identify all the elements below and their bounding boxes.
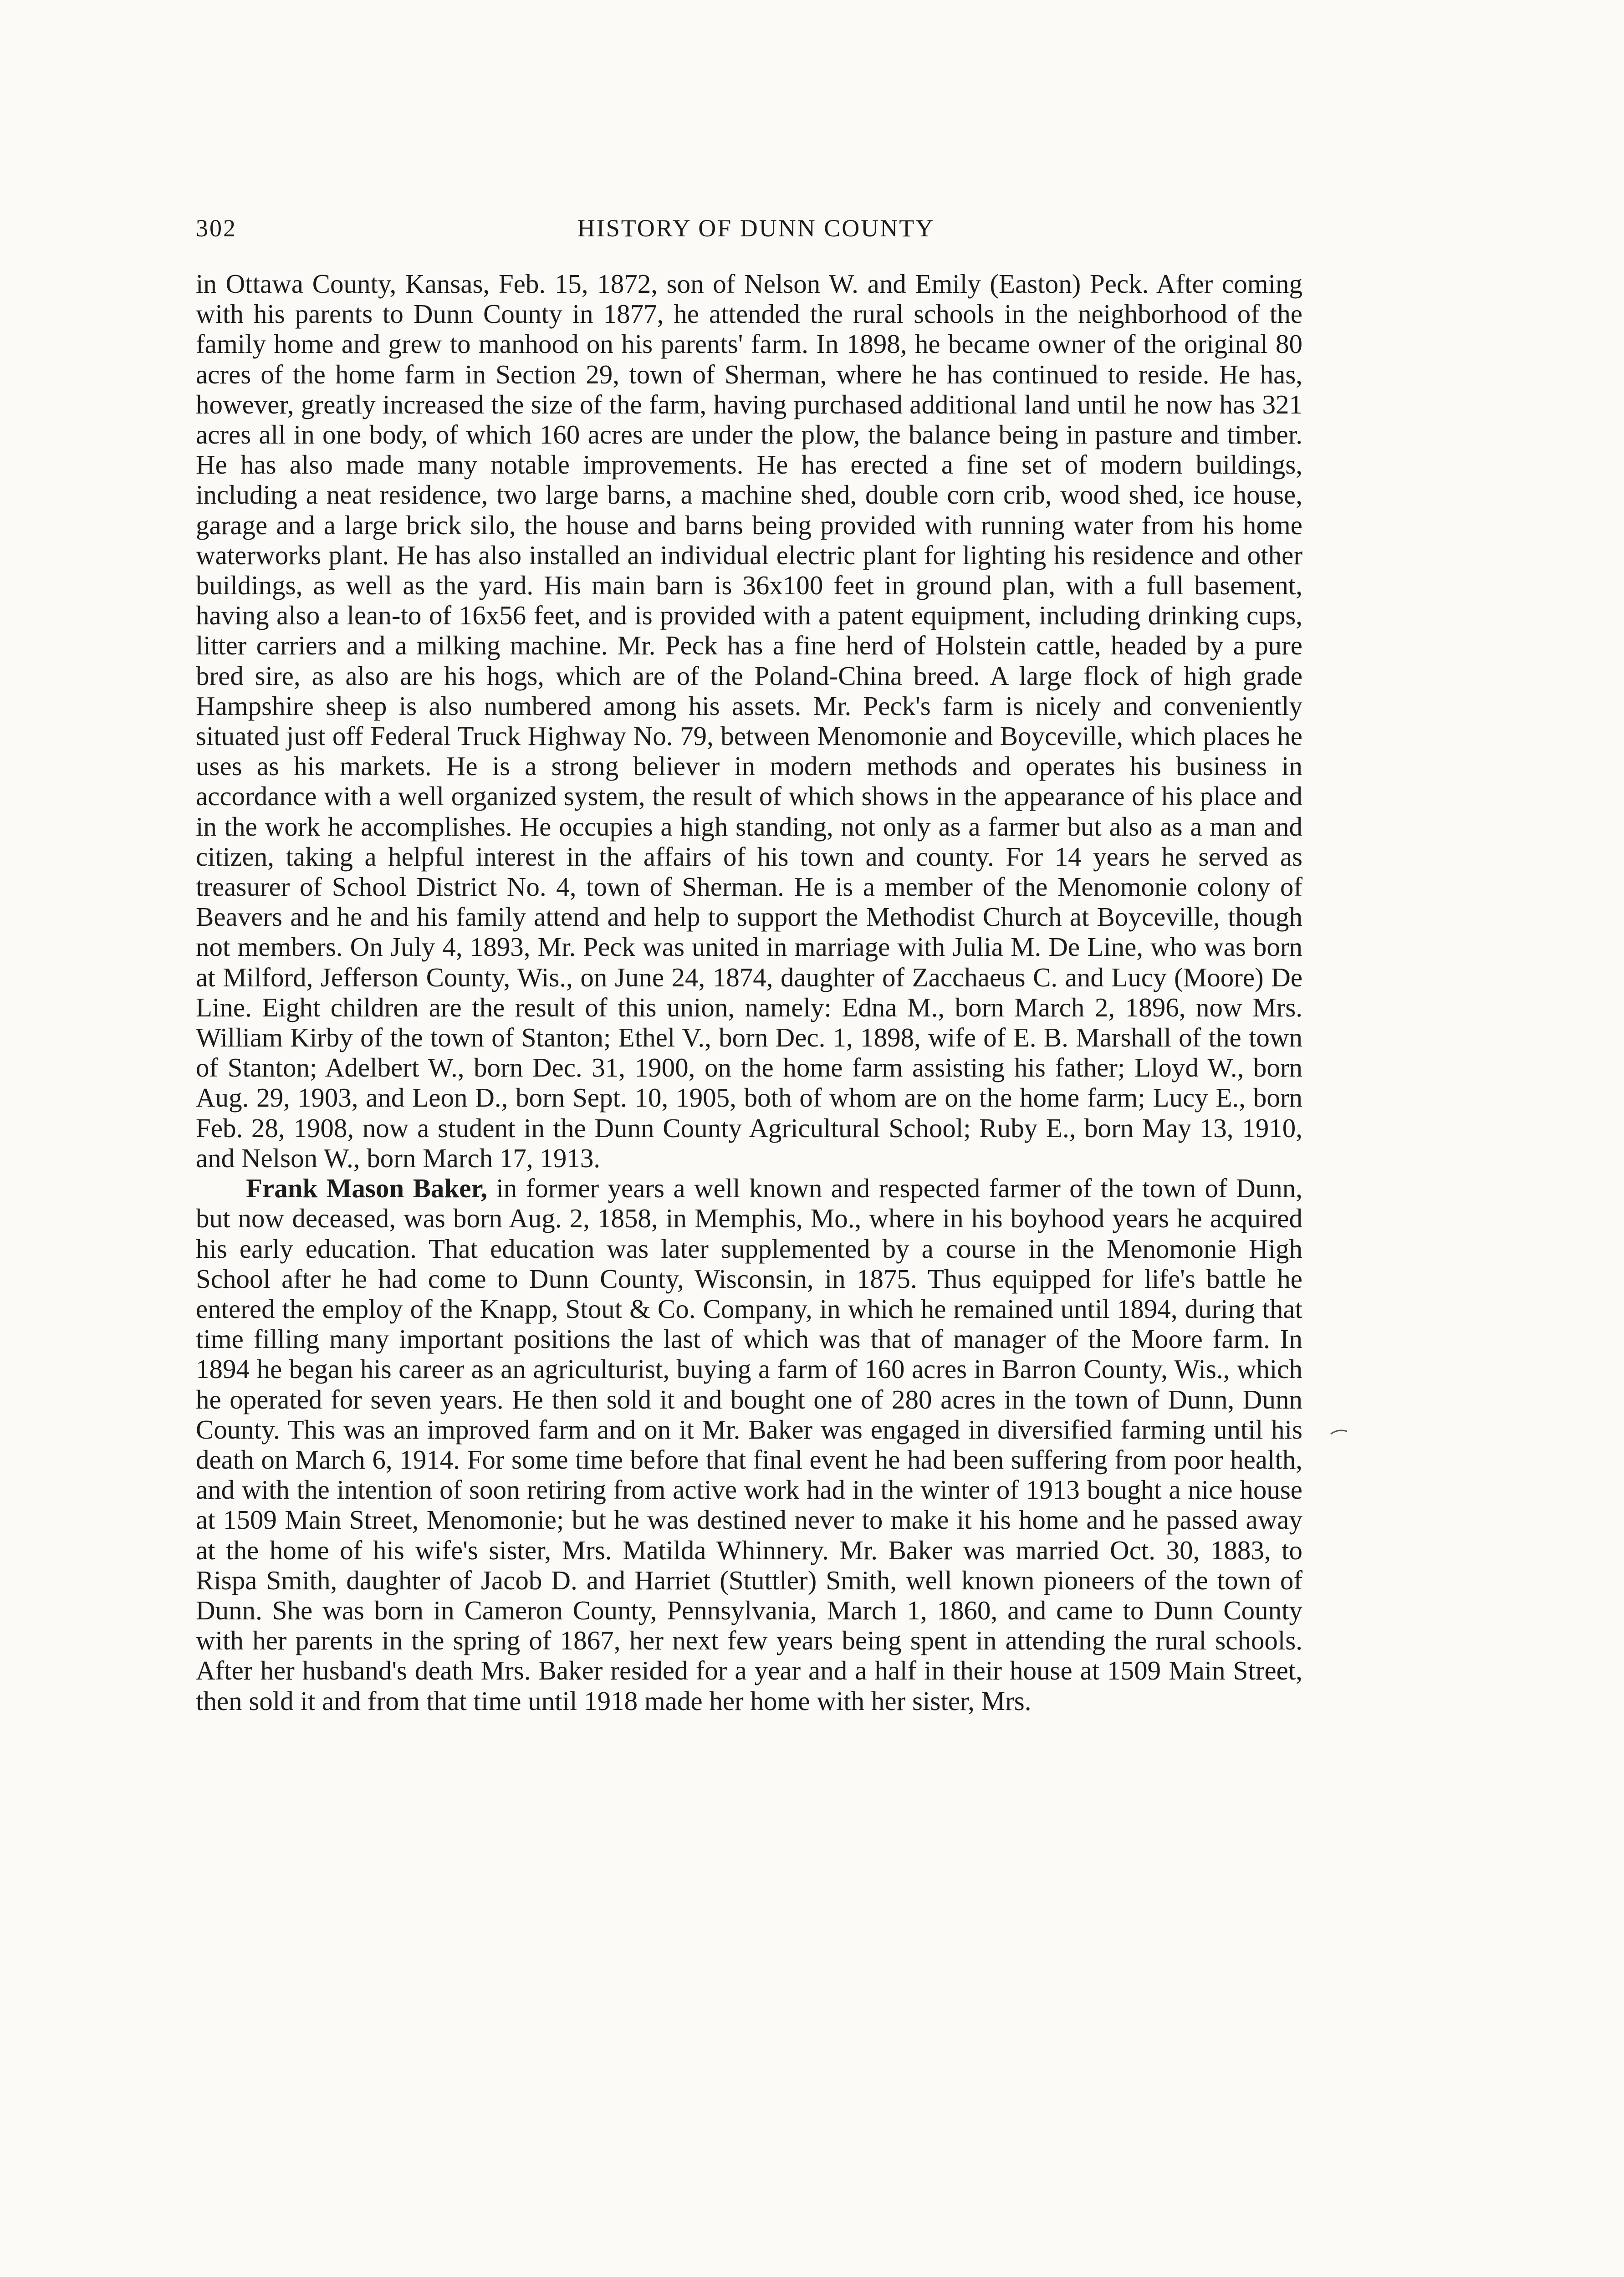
- entry-name-frank-mason-baker: Frank Mason Baker,: [246, 1173, 487, 1204]
- running-head: [196, 214, 1316, 250]
- paragraph-baker-biography: [196, 1173, 1302, 1716]
- body-text: [196, 269, 1302, 1716]
- paragraph-baker-text: in former years a well known and respected farmer of the town of Dunn, but now deceased, was born Aug. 2, 1858, in Memphis, Mo., where in his boyhood years he acquired his early education. That education was later supplemented by a course in the Menomonie High School after he had come to Dunn County, Wisconsin, in 1875. Thus equipped for life's battle he entered the employ of the Knapp, Stout & Co. Company, in which he remained until 1894, during that time filling many important positions the last of which was that of manager of the Moore farm. In 1894 he began his career as an agriculturist, buying a farm of 160 acres in Barron County, Wis., which he operated for seven years. He then sold it and bought one of 280 acres in the town of Dunn, Dunn County. This was an improved farm and on it Mr. Baker was engaged in diversified farming until his death on March 6, 1914. For some time before that final event he had been suffering from poor health, and with the intention of soon retiring from active work had in the winter of 1913 bought a nice house at 1509 Main Street, Menomonie; but he was destined never to make it his home and he passed away at the home of his wife's sister, Mrs. Matilda Whinnery. Mr. Baker was married Oct. 30, 1883, to Rispa Smith, daughter of Jacob D. and Harriet (Stuttler) Smith, well known pioneers of the town of Dunn. She was born in Cameron County, Pennsylvania, March 1, 1860, and came to Dunn County with her parents in the spring of 1867, her next few years being spent in attending the rural schools. After her husband's death Mrs. Baker resided for a year and a half in their house at 1509 Main Street, then sold it and from that time until 1918 made her home with her sister, Mrs.: [196, 1173, 1303, 1716]
- paragraph-peck-biography: in Ottawa County, Kansas, Feb. 15, 1872, son of Nelson W. and Emily (Easton) Peck. After coming with his parents to Dunn County in 1877, he attended the rural schools in the neighborhood of the family home and grew to manhood on his parents' farm. In 1898, he became owner of the original 80 acres of the home farm in Section 29, town of Sherman, where he has continued to reside. He has, however, greatly increased the size of the farm, having purchased additional land until he now has 321 acres all in one body, of which 160 acres are under the plow, the balance being in pasture and timber. He has also made many notable improvements. He has erected a fine set of modern buildings, including a neat residence, two large barns, a machine shed, double corn crib, wood shed, ice house, garage and a large brick silo, the house and barns being provided with running water from his home waterworks plant. He has also installed an individual electric plant for lighting his residence and other buildings, as well as the yard. His main barn is 36x100 feet in ground plan, with a full basement, having also a lean-to of 16x56 feet, and is provided with a patent equipment, including drinking cups, litter carriers and a milking machine. Mr. Peck has a fine herd of Holstein cattle, headed by a pure bred sire, as also are his hogs, which are of the Poland-China breed. A large flock of high grade Hampshire sheep is also numbered among his assets. Mr. Peck's farm is nicely and conveniently situated just off Federal Truck Highway No. 79, between Menomonie and Boyceville, which places he uses as his markets. He is a strong believer in modern methods and operates his business in accordance with a well organized system, the result of which shows in the appearance of his place and in the work he accomplishes. He occupies a high standing, not only as a farmer but also as a man and citizen, taking a helpful interest in the affairs of his town and county. For 14 years he served as treasurer of School District No. 4, town of Sherman. He is a member of the Menomonie colony of Beavers and he and his family attend and help to support the Methodist Church at Boyceville, though not members. On July 4, 1893, Mr. Peck was united in marriage with Julia M. De Line, who was born at Milford, Jefferson County, Wis., on June 24, 1874, daughter of Zacchaeus C. and Lucy (Moore) De Line. Eight children are the result of this union, namely: Edna M., born March 2, 1896, now Mrs. William Kirby of the town of Stanton; Ethel V., born Dec. 1, 1898, wife of E. B. Marshall of the town of Stanton; Adelbert W., born Dec. 31, 1900, on the home farm assisting his father; Lloyd W., born Aug. 29, 1903, and Leon D., born Sept. 10, 1905, both of whom are on the home farm; Lucy E., born Feb. 28, 1908, now a student in the Dunn County Agricultural School; Ruby E., born May 13, 1910, and Nelson W., born March 17, 1913.: [196, 269, 1302, 1173]
- page-number: 302: [196, 214, 237, 242]
- running-title: HISTORY OF DUNN COUNTY: [577, 214, 935, 242]
- margin-pencil-mark: [1330, 1428, 1348, 1437]
